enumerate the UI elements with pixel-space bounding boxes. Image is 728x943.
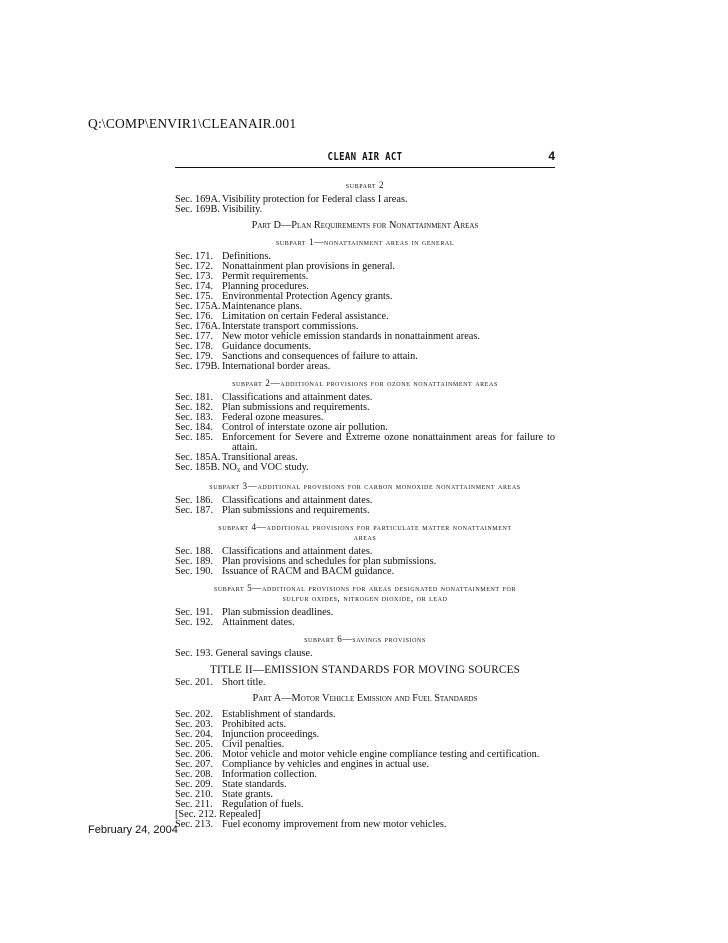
section-title: Limitation on certain Federal assistance. [222,311,389,322]
section-number: Sec. 175. [175,291,214,302]
section-title: Establishment of standards. [222,709,336,720]
section-title: Short title. [222,677,266,688]
section-number: Sec. 185. [175,432,214,443]
section-number: Sec. 189. [175,556,214,567]
section-entry [175,820,555,830]
subpart-heading: subpart 6—savings provisions [304,634,426,644]
section-number: Sec. 181. [175,392,214,403]
section-number: Sec. 169A. [175,194,221,205]
section-title: Classifications and attainment dates. [222,546,373,557]
section-number: Sec. 192. [175,617,214,628]
section-entry [175,506,555,516]
section-number: Sec. 213. [175,819,214,830]
section-list [175,252,555,372]
section-list [175,393,555,475]
section-title: Nonattainment plan provisions in general. [222,261,396,272]
running-header [175,150,555,168]
part-heading: Part A—Motor Vehicle Emission and Fuel Standards [252,693,478,704]
subpart-heading: subpart 1—nonattainment areas in general [275,237,455,247]
section-title: Injunction proceedings. [222,729,320,740]
section-entry-repealed: [Sec. 212. Repealed] [175,809,261,820]
section-title: Enforcement for Severe and Extreme ozone nonattainment areas for failure to attain. [222,432,555,453]
section-number: Sec. 185B. [175,462,220,473]
section-list [175,649,555,659]
section-number: Sec. 209. [175,779,214,790]
subpart-heading: subpart 4—additional provisions for particulate matter nonattainment [218,522,512,532]
section-number: Sec. 182. [175,402,214,413]
section-entry [175,362,555,372]
section-number: Sec. 175A. [175,301,221,312]
section-list [175,710,555,830]
part-heading: Part D—Plan Requirements for Nonattainment Areas [251,220,479,231]
nox-subscript: x [236,466,241,474]
section-title: Guidance documents. [222,341,312,352]
section-number: Sec. 174. [175,281,214,292]
section-entry [175,463,555,475]
section-number: Sec. 171. [175,251,214,262]
section-title: Civil penalties. [222,739,285,750]
section-number: Sec. 207. [175,759,214,770]
section-number: Sec. 184. [175,422,214,433]
section-number: Sec. 201. [175,677,214,688]
section-number: Sec. 177. [175,331,214,342]
section-number: Sec. 179B. [175,361,220,372]
section-title: Maintenance plans. [222,301,303,312]
section-title: Interstate transport commissions. [222,321,359,332]
subpart-heading-cont: areas [353,532,377,542]
section-title: Plan provisions and schedules for plan submissions. [222,556,437,567]
section-title: Issuance of RACM and BACM guidance. [222,566,395,577]
section-title: Attainment dates. [222,617,295,628]
section-number: Sec. 203. [175,719,214,730]
section-number: Sec. 206. [175,749,214,760]
section-entry [175,567,555,577]
section-number: Sec. 204. [175,729,214,740]
subpart-heading-cont: sulfur oxides, nitrogen dioxide, or lead [282,593,448,603]
section-number: Sec. 208. [175,769,214,780]
section-number: Sec. 176. [175,311,214,322]
section-list [175,195,555,215]
header-rule [175,167,555,168]
section-title: Control of interstate ozone air pollution. [222,422,388,433]
footer-date: February 24, 2004 [88,824,178,836]
section-entry [175,618,555,628]
section-title: International border areas. [222,361,331,372]
subpart-heading: subpart 3—additional provisions for carbon monoxide nonattainment areas [209,481,521,491]
page-number: 4 [548,149,555,163]
section-list [175,678,555,688]
section-title: Compliance by vehicles and engines in actual use. [222,759,430,770]
section-title: Information collection. [222,769,317,780]
section-title: Motor vehicle and motor vehicle engine compliance testing and certification. [222,749,540,760]
section-number: Sec. 205. [175,739,214,750]
section-title: Definitions. [222,251,271,262]
section-list [175,608,555,628]
section-title: Classifications and attainment dates. [222,495,373,506]
section-title: Federal ozone measures. [222,412,324,423]
section-title: Visibility. [222,204,263,215]
section-number: Sec. 169B. [175,204,220,215]
section-title: Fuel economy improvement from new motor vehicles. [222,819,447,830]
section-number: Sec. 173. [175,271,214,282]
section-entry [175,205,555,215]
section-title [222,463,555,475]
section-title: Visibility protection for Federal class I areas. [222,194,408,205]
section-title: Plan submissions and requirements. [222,402,370,413]
section-number: Sec. 183. [175,412,214,423]
section-title: Prohibited acts. [222,719,287,730]
section-number: Sec. 178. [175,341,214,352]
section-title: Permit requirements. [222,271,309,282]
section-title: Environmental Protection Agency grants. [222,291,393,302]
section-title: Transitional areas. [222,452,298,463]
section-number: Sec. 202. [175,709,214,720]
section-number: Sec. 185A. [175,452,221,463]
section-number: Sec. 191. [175,607,214,618]
running-title: CLEAN AIR ACT [327,150,403,163]
nox-text: NO [222,462,237,473]
section-entry: Sec. 193. General savings clause. [175,648,313,659]
section-title: Plan submissions and requirements. [222,505,370,516]
section-title: Sanctions and consequences of failure to attain. [222,351,418,362]
table-of-contents [175,180,555,836]
title-heading: TITLE II—EMISSION STANDARDS FOR MOVING SOURCES [209,664,521,676]
section-title: Plan submission deadlines. [222,607,334,618]
section-number: Sec. 172. [175,261,214,272]
section-number: Sec. 176A. [175,321,221,332]
section-list [175,547,555,577]
file-path: Q:\COMP\ENVIR1\CLEANAIR.001 [88,116,297,131]
section-number: Sec. 188. [175,546,214,557]
section-list [175,496,555,516]
section-title: New motor vehicle emission standards in nonattainment areas. [222,331,480,342]
section-title: Planning procedures. [222,281,309,292]
section-number: Sec. 210. [175,789,214,800]
section-entry [175,678,555,688]
section-number: Sec. 187. [175,505,214,516]
section-title: State standards. [222,779,287,790]
section-number: Sec. 190. [175,566,214,577]
section-number: Sec. 211. [175,799,213,810]
section-number: Sec. 186. [175,495,214,506]
section-number: Sec. 179. [175,351,214,362]
section-title-rest: and VOC study. [240,462,309,473]
section-title: Regulation of fuels. [222,799,304,810]
section-entry [175,433,555,453]
subpart-heading: subpart 2 [345,180,385,190]
section-title: State grants. [222,789,273,800]
section-title: Classifications and attainment dates. [222,392,373,403]
subpart-heading: subpart 5—additional provisions for areas designated nonattainment for [213,583,517,593]
subpart-heading: subpart 2—additional provisions for ozone nonattainment areas [232,378,498,388]
